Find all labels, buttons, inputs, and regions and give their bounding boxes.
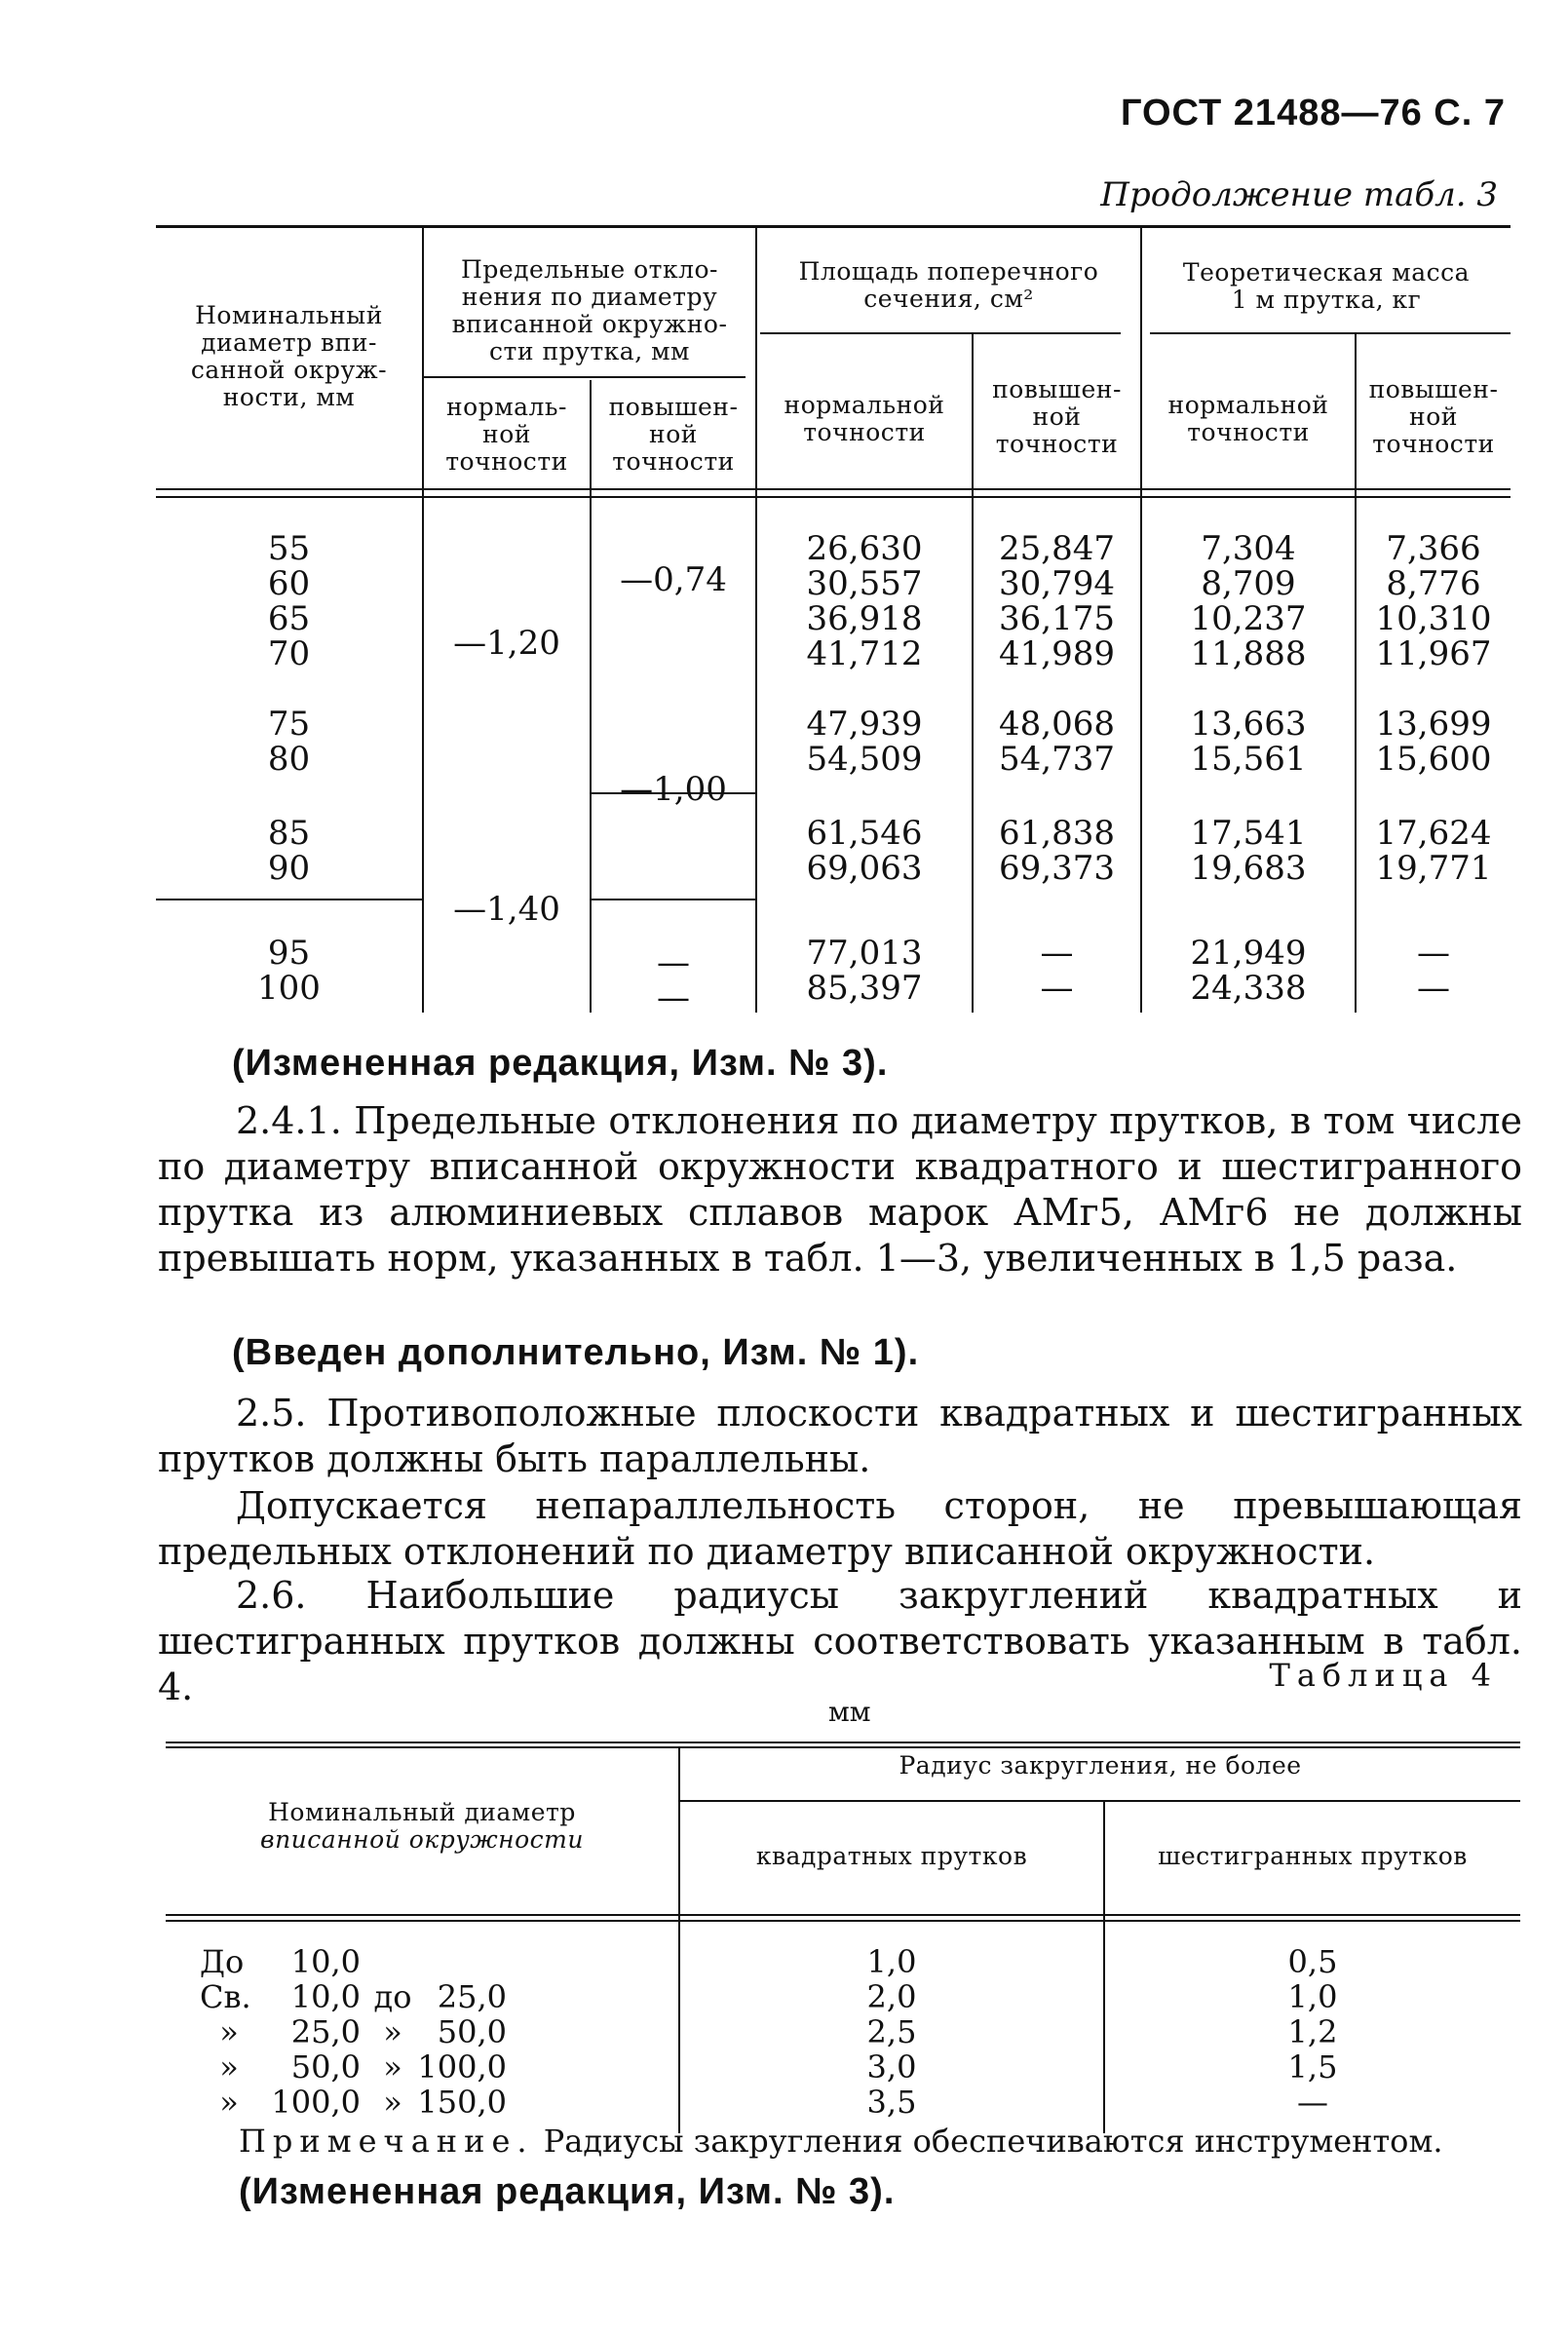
header-mass-high: повышен- ной точности [1368, 375, 1499, 458]
table-cell: 100 [257, 969, 321, 1008]
diameter-column [156, 531, 422, 1006]
table-cell: 1,0 [866, 1943, 917, 1980]
header-mass-normal: нормальной точности [1167, 391, 1329, 446]
note-text: Радиусы закругления обеспечиваются инструментом. [543, 2123, 1443, 2160]
tolerance-high-value: — [657, 943, 690, 982]
table-cell: 15,561 [1190, 740, 1307, 779]
paragraph-2-5-allowance: Допускается непараллельность сторон, не превышающая предельных отклонений по диаметру вписанной окружности. [158, 1484, 1522, 1573]
rule [1150, 332, 1511, 334]
table-cell: 17,624 [1375, 814, 1492, 853]
area-normal-column [757, 531, 972, 1006]
table-cell: 25,847 [999, 529, 1115, 568]
header-nominal-diameter: Номинальный диаметр вписанной окружности [260, 1798, 584, 1854]
table-cell: 10,237 [1190, 599, 1307, 638]
paragraph-2-6: 2.6. Наибольшие радиусы закруглений квадратных и шестигранных прутков должны соответствовать указанным в табл. 4. [158, 1574, 1522, 1708]
table-cell: 13,699 [1375, 705, 1492, 744]
table-cell: 150,0 [417, 2084, 507, 2121]
table-cell: До [200, 1943, 245, 1980]
table-cell: 10,0 [290, 1943, 361, 1980]
tolerance-normal-value: —1,20 [453, 624, 560, 663]
table-cell: 36,175 [999, 599, 1115, 638]
header-tolerance-normal: нормаль- ной точности [445, 393, 568, 476]
header-tolerance: Предельные откло- нения по диаметру вписанной окружно- сти прутка, мм [451, 255, 728, 365]
table-continuation-label: Продолжение табл. 3 [1100, 175, 1498, 214]
diameter-range-c4 [409, 1944, 507, 2120]
header-radius: Радиус закругления, не более [899, 1751, 1302, 1780]
table-cell: 2,0 [866, 1978, 917, 2015]
table-cell: » [383, 2048, 402, 2086]
tolerance-high-value: —1,00 [620, 770, 727, 809]
table-cell: 85 [267, 814, 311, 853]
header-bottom-rule [166, 1920, 1520, 1922]
table-cell: 1,5 [1287, 2048, 1338, 2086]
table-cell: 70 [267, 634, 311, 673]
group-rule [592, 899, 755, 900]
amendment-note: (Введен дополнительно, Изм. № 1). [232, 1332, 920, 1373]
table-cell: 85,397 [806, 969, 923, 1008]
table-cell: » [219, 2084, 239, 2121]
table-cell: 7,304 [1201, 529, 1296, 568]
table-cell: 41,712 [806, 634, 923, 673]
table-cell: 95 [267, 934, 311, 973]
table-cell: 15,600 [1375, 740, 1492, 779]
table-cell: 50,0 [290, 2048, 361, 2086]
header-area-high: повышен- ной точности [992, 375, 1122, 458]
table-cell: » [383, 2013, 402, 2050]
radius-square-column [680, 1944, 1103, 2120]
table-cell: 100,0 [417, 2048, 507, 2086]
table-cell: 3,5 [866, 2084, 917, 2121]
table-cell [409, 1944, 507, 1979]
rule [680, 1800, 1520, 1802]
table-cell: 80 [267, 740, 311, 779]
header-cross-section-area: Площадь поперечного сечения, см² [798, 257, 1099, 313]
table-cell: 61,546 [806, 814, 923, 853]
table-cell: 2,5 [866, 2013, 917, 2050]
table-cell: 10,310 [1375, 599, 1492, 638]
table-4-unit: мм [828, 1696, 871, 1728]
table-cell: 8,709 [1201, 564, 1296, 603]
table-cell: 3,0 [866, 2048, 917, 2086]
table-4-label: Таблица 4 [1269, 1657, 1498, 1694]
header-tolerance-high: повышен- ной точности [608, 393, 739, 476]
diameter-range-c1 [200, 1944, 258, 2120]
table-cell: 0,5 [1287, 1943, 1338, 1980]
table-cell: — [1297, 2084, 1328, 2121]
document-header: ГОСТ 21488—76 С. 7 [1120, 93, 1506, 134]
area-high-column [974, 531, 1140, 1006]
table-cell: 25,0 [290, 2013, 361, 2050]
header-bottom-rule [166, 1914, 1520, 1916]
table-cell: — [1040, 934, 1074, 973]
header-area-normal: нормальной точности [784, 391, 945, 446]
table-cell: 54,509 [806, 740, 923, 779]
table-cell: 77,013 [806, 934, 923, 973]
table-cell: 60 [267, 564, 311, 603]
tolerance-high-value: — [657, 978, 690, 1017]
table-top-rule [156, 225, 1511, 228]
table-cell: — [1417, 969, 1450, 1008]
table-cell: 21,949 [1190, 934, 1307, 973]
table-cell: 65 [267, 599, 311, 638]
rule [760, 332, 1121, 334]
header-square-bars: квадратных прутков [755, 1842, 1028, 1870]
radius-hex-column [1105, 1944, 1520, 2120]
table-cell: 11,967 [1375, 634, 1492, 673]
amendment-note: (Измененная редакция, Изм. № 3). [232, 1043, 889, 1084]
table-cell: 13,663 [1190, 705, 1307, 744]
table-cell: до [373, 1978, 412, 2015]
table-cell: — [1417, 934, 1450, 973]
table-cell: 41,989 [999, 634, 1115, 673]
mass-normal-column [1142, 531, 1355, 1006]
header-theoretical-mass: Теоретическая масса 1 м прутка, кг [1182, 258, 1471, 314]
header-hex-bars: шестигранных прутков [1158, 1842, 1468, 1870]
tolerance-high-value: —0,74 [620, 560, 727, 599]
table-cell: 54,737 [999, 740, 1115, 779]
paragraph-2-5: 2.5. Противоположные плоскости квадратных и шестигранных прутков должны быть параллельны. [158, 1392, 1522, 1480]
table-cell: 69,063 [806, 849, 923, 888]
table-cell: — [1040, 969, 1074, 1008]
table-cell: 61,838 [999, 814, 1115, 853]
note-label: Примечание. [239, 2123, 534, 2160]
table-cell: » [219, 2048, 239, 2086]
header-nominal-diameter: Номинальный диаметр впи- санной окруж- ности, мм [190, 301, 388, 411]
table-cell: 47,939 [806, 705, 923, 744]
table-cell: 90 [267, 849, 311, 888]
table-cell: Св. [200, 1978, 251, 2015]
table-cell: 100,0 [271, 2084, 361, 2121]
table-cell: 7,366 [1386, 529, 1481, 568]
table-cell: 1,0 [1287, 1978, 1338, 2015]
table-cell: 17,541 [1190, 814, 1307, 853]
table-cell: 8,776 [1386, 564, 1481, 603]
table-cell: 25,0 [437, 1978, 507, 2015]
table-cell: 11,888 [1190, 634, 1307, 673]
table-cell: 36,918 [806, 599, 923, 638]
table-cell: » [219, 2013, 239, 2050]
diameter-range-c2 [263, 1944, 361, 2120]
table-note [239, 2123, 1443, 2160]
table-cell: 24,338 [1190, 969, 1307, 1008]
table-cell: 30,557 [806, 564, 923, 603]
table-top-rule [166, 1742, 1520, 1743]
amendment-note: (Измененная редакция, Изм. № 3). [239, 2171, 896, 2212]
header-bottom-rule [156, 496, 1511, 498]
table-cell: 55 [267, 529, 311, 568]
table-cell: 19,683 [1190, 849, 1307, 888]
table-cell: » [383, 2084, 402, 2121]
table-top-rule [166, 1746, 1520, 1748]
paragraph-2-4-1: 2.4.1. Предельные отклонения по диаметру прутков, в том числе по диаметру вписанной окружности квадратного и шестигранного прутка из алюминиевых сплавов марок АМг5, АМг6 не должны превышать норм, указанных в табл. 1—3, увеличенных в 1,5 раза. [158, 1099, 1522, 1280]
table-cell: 48,068 [999, 705, 1115, 744]
mass-high-column [1357, 531, 1511, 1006]
tolerance-normal-value: —1,40 [453, 890, 560, 929]
table-cell: 30,794 [999, 564, 1115, 603]
table-cell: 50,0 [437, 2013, 507, 2050]
header-bottom-rule [156, 488, 1511, 490]
table-cell: 75 [267, 705, 311, 744]
table-cell: 10,0 [290, 1978, 361, 2015]
table-cell: 69,373 [999, 849, 1115, 888]
table-cell: 26,630 [806, 529, 923, 568]
table-cell: 1,2 [1287, 2013, 1338, 2050]
rule [424, 376, 746, 378]
table-cell: 19,771 [1375, 849, 1492, 888]
